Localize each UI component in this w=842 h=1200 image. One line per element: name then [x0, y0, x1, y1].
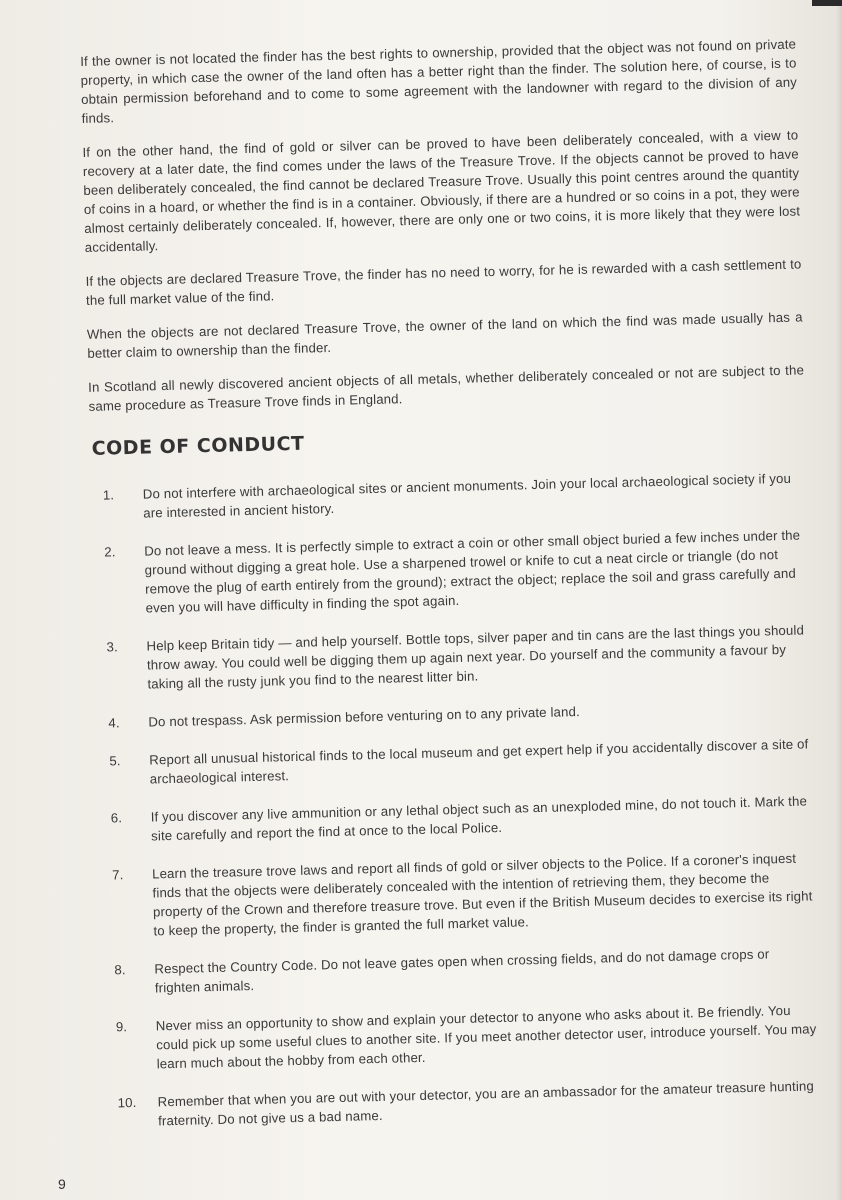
item-text: Respect the Country Code. Do not leave gates open when crossing fields, and do not damage crops or frighten animals. — [154, 946, 770, 996]
list-item — [102, 943, 819, 998]
item-text: Do not trespass. Ask permission before venturing on to any private land. — [148, 703, 581, 730]
list-item — [105, 1076, 822, 1131]
item-number: 7. — [111, 867, 124, 883]
item-number: 2. — [104, 544, 116, 560]
list-item — [104, 1000, 821, 1074]
item-text: If you discover any live ammunition or any lethal object such as an unexploded mine, do not touch it. Mark the site carefully and report the find at once to the local Police. — [150, 793, 808, 844]
item-text: Learn the treasure trove laws and report all finds of gold or silver objects to the Police. If a coroner's inquest finds that the objects were deliberately concealed with the intention of retrieving them, they become the property of the Crown and therefore treasure trove. But even if the British Museum decides to exercise its right to keep the property, the finder is granted the full market value. — [151, 850, 813, 939]
item-text: Remember that when you are out with your detector, you are an ambassador for the amateur treasure hunting fraternity. Do not give us a bad name. — [157, 1078, 815, 1129]
item-text: Do not leave a mess. It is perfectly simple to extract a coin or other small object buried a few inches under the ground without digging a great hole. Use a sharpened trowel or knife to cut a neat circle or triangle (do not remove the plug of earth entirely from the ground); extract the object; replace the soil and grass carefully and even you will have difficulty in finding the spot again. — [144, 527, 801, 616]
page-number: 9 — [58, 1176, 66, 1192]
list-item — [94, 620, 811, 694]
item-number: 9. — [115, 1019, 128, 1035]
scan-corner — [812, 0, 842, 6]
list-item — [96, 696, 812, 732]
list-item — [91, 468, 808, 523]
list-item — [92, 525, 810, 618]
item-number: 8. — [114, 962, 126, 978]
item-number: 3. — [106, 639, 119, 655]
section-heading: CODE OF CONDUCT — [91, 432, 305, 460]
paragraph-scotland: In Scotland all newly discovered ancient objects of all metals, whether deliberately concealed or not are subject to the same procedure as Treasure Trove finds in England. — [88, 362, 805, 414]
item-number: 1. — [102, 487, 115, 503]
paragraph-deliberately-concealed: If on the other hand, the find of gold or silver can be proved to have been deliberately concealed, with a view to recovery at a later date, the find comes under the laws of the Treasure Trove. If the objects cannot be proved to have been deliberately concealed, the find cannot be declared Treasure Trove. Usually this point centres around the quantity of coins in a hoard, or whether the find is in a container. Obviously, if there are a hundred or so coins in a pot, they were almost certainly deliberately concealed. If, however, there are only one or two coins, it is more likely that they were lost accidentally. — [82, 127, 801, 255]
item-text: Never miss an opportunity to show and explain your detector to anyone who asks about it. Be friendly. You could pick up some useful clues to another site. If you meet another detector user, introduce yourself. You may learn much about the hobby from each other. — [155, 1002, 817, 1072]
list-item — [100, 848, 818, 941]
page-content — [80, 35, 823, 1151]
item-text: Do not interfere with archaeological sites or ancient monuments. Join your local archaeological society if you are interested in ancient history. — [142, 470, 792, 521]
item-number: 4. — [108, 715, 120, 731]
list-item — [97, 734, 814, 789]
paragraph-owner-not-located: If the owner is not located the finder has the best rights to ownership, provided that the object was not found on private property, in which case the owner of the land often has a better right than the finder. The solution here, of course, is to obtain permission beforehand and to come to some agreement with the landowner with regard to the division of any finds. — [80, 36, 798, 126]
item-text: Report all unusual historical finds to the local museum and get expert help if you accidentally discover a site of archaeological interest. — [149, 736, 809, 787]
list-item — [98, 791, 815, 846]
item-number: 10. — [117, 1094, 137, 1111]
item-number: 5. — [109, 753, 121, 769]
paragraph-declared-treasure-trove: If the objects are declared Treasure Trove, the finder has no need to worry, for he is rewarded with a cash settlement to the full market value of the find. — [85, 256, 802, 308]
page-edge-shadow — [836, 0, 842, 1200]
paragraph-not-declared: When the objects are not declared Treasure Trove, the owner of the land on which the find was made usually has a better claim to ownership than the finder. — [86, 309, 803, 361]
item-text: Help keep Britain tidy — and help yourself. Bottle tops, silver paper and tin cans are the last things you should throw away. You could well be digging them up again next year. Do yourself and the community a favour by taking all the rusty junk you find to the nearest litter bin. — [146, 622, 805, 692]
code-of-conduct-list — [91, 468, 823, 1131]
item-number: 6. — [110, 810, 123, 826]
